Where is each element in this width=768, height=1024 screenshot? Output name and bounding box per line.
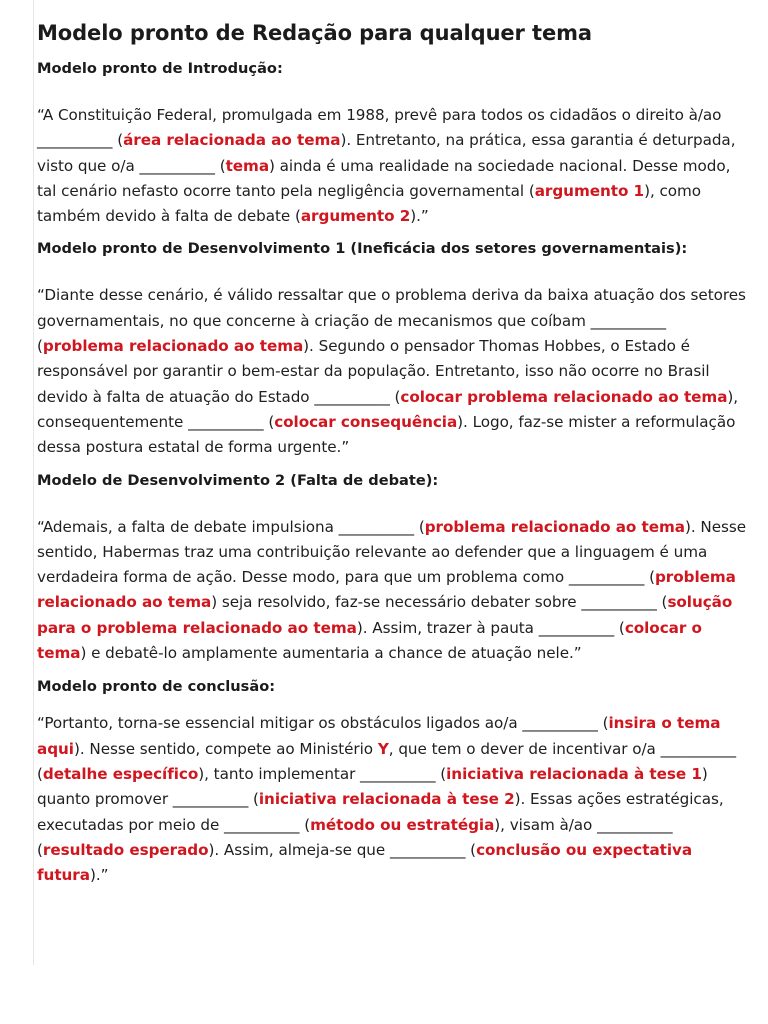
section-heading-introducao: Modelo pronto de Introdução: xyxy=(37,60,283,77)
paragraph-text: ).” xyxy=(89,866,109,885)
paragraph-text: ). Assim, almeja-se que __________ ( xyxy=(208,840,477,859)
placeholder-hint: problema relacionado ao tema xyxy=(424,517,685,536)
paragraph-text: , que tem o dever de incentivar o/a __________ ( xyxy=(37,739,737,783)
left-divider xyxy=(33,0,34,965)
paragraph-text: ), consequentemente __________ ( xyxy=(37,387,739,431)
paragraph-desenvolvimento-1 xyxy=(37,283,753,460)
section-heading-desenvolvimento-2: Modelo de Desenvolvimento 2 (Falta de debate): xyxy=(37,471,439,489)
placeholder-hint: colocar consequência xyxy=(274,412,458,431)
placeholder-hint: iniciativa relacionada à tese 2 xyxy=(258,790,515,809)
placeholder-hint: problema relacionado ao tema xyxy=(37,568,736,612)
paragraph-text: ). Nesse sentido, compete ao Ministério xyxy=(73,739,378,758)
paragraph-desenvolvimento-2 xyxy=(37,515,753,667)
placeholder-hint: problema relacionado ao tema xyxy=(42,337,304,356)
placeholder-hint: solução para o problema relacionado ao tema xyxy=(37,593,733,637)
page-title: Modelo pronto de Redação para qualquer tema xyxy=(37,21,592,45)
paragraph-text: ), tanto implementar __________ ( xyxy=(198,764,447,783)
placeholder-hint: tema xyxy=(225,156,270,175)
paragraph-text: ) seja resolvido, faz-se necessário debater sobre __________ ( xyxy=(211,593,668,612)
paragraph-text: ), como também devido à falta de debate ( xyxy=(37,181,702,226)
placeholder-hint: resultado esperado xyxy=(42,840,209,859)
paragraph-text: ). Essas ações estratégicas, executadas por meio de __________ ( xyxy=(37,790,724,834)
section-heading-conclusao: Modelo pronto de conclusão: xyxy=(37,678,276,696)
placeholder-hint: área relacionada ao tema xyxy=(123,131,341,150)
paragraph-text: ) quanto promover __________ ( xyxy=(37,764,708,809)
placeholder-hint: Y xyxy=(377,739,389,758)
placeholder-hint: colocar problema relacionado ao tema xyxy=(400,387,728,406)
paragraph-text: ), visam à/ao __________ ( xyxy=(37,815,673,859)
article xyxy=(37,18,753,888)
placeholder-hint: iniciativa relacionada à tese 1 xyxy=(446,764,702,783)
paragraph-text: ). Nesse sentido, Habermas traz uma contribuição relevante ao defender que a linguagem é uma verdadeira forma de ação. Desse modo, para que um problema como __________ ( xyxy=(37,517,747,587)
placeholder-hint: método ou estratégia xyxy=(310,815,495,834)
paragraph-text: ). Segundo o pensador Thomas Hobbes, o Estado é responsável por garantir o bem-estar da população. Entretanto, isso não ocorre no Brasil devido à falta de atuação do Estado __________ ( xyxy=(37,337,710,406)
placeholder-hint: insira o tema aqui xyxy=(37,714,721,758)
placeholder-hint: detalhe específico xyxy=(42,764,199,783)
paragraph-text: ). Assim, trazer à pauta __________ ( xyxy=(356,618,625,637)
placeholder-hint: argumento 2 xyxy=(300,207,411,226)
paragraph-text: ). Entretanto, na prática, essa garantia é deturpada, visto que o/a __________ ( xyxy=(37,131,736,175)
placeholder-hint: argumento 1 xyxy=(534,181,645,200)
paragraph-text: “Portanto, torna-se essencial mitigar os obstáculos ligados ao/a __________ ( xyxy=(37,714,609,733)
paragraph-conclusao xyxy=(37,711,753,888)
placeholder-hint: conclusão ou expectativa futura xyxy=(37,840,693,885)
paragraph-text: ).” xyxy=(410,207,429,226)
paragraph-text: ) e debatê-lo amplamente aumentaria a chance de atuação nele.” xyxy=(80,644,582,663)
placeholder-hint: colocar o tema xyxy=(37,618,702,663)
section-heading-desenvolvimento-1: Modelo pronto de Desenvolvimento 1 (Ineficácia dos setores governamentais): xyxy=(37,240,688,258)
paragraph-introducao xyxy=(37,103,753,229)
paragraph-text: “A Constituição Federal, promulgada em 1988, prevê para todos os cidadãos o direito à/ao __________ ( xyxy=(37,106,722,150)
paragraph-text: “Diante desse cenário, é válido ressaltar que o problema deriva da baixa atuação dos setores governamentais, no que concerne à criação de mecanismos que coíbam __________ ( xyxy=(37,286,746,356)
paragraph-text: “Ademais, a falta de debate impulsiona __________ ( xyxy=(37,517,425,536)
paragraph-text: ). Logo, faz-se mister a reformulação dessa postura estatal de forma urgente.” xyxy=(37,412,736,457)
paragraph-text: ) ainda é uma realidade na sociedade nacional. Desse modo, tal cenário nefasto ocorre tanto pela negligência governamental ( xyxy=(37,156,731,200)
